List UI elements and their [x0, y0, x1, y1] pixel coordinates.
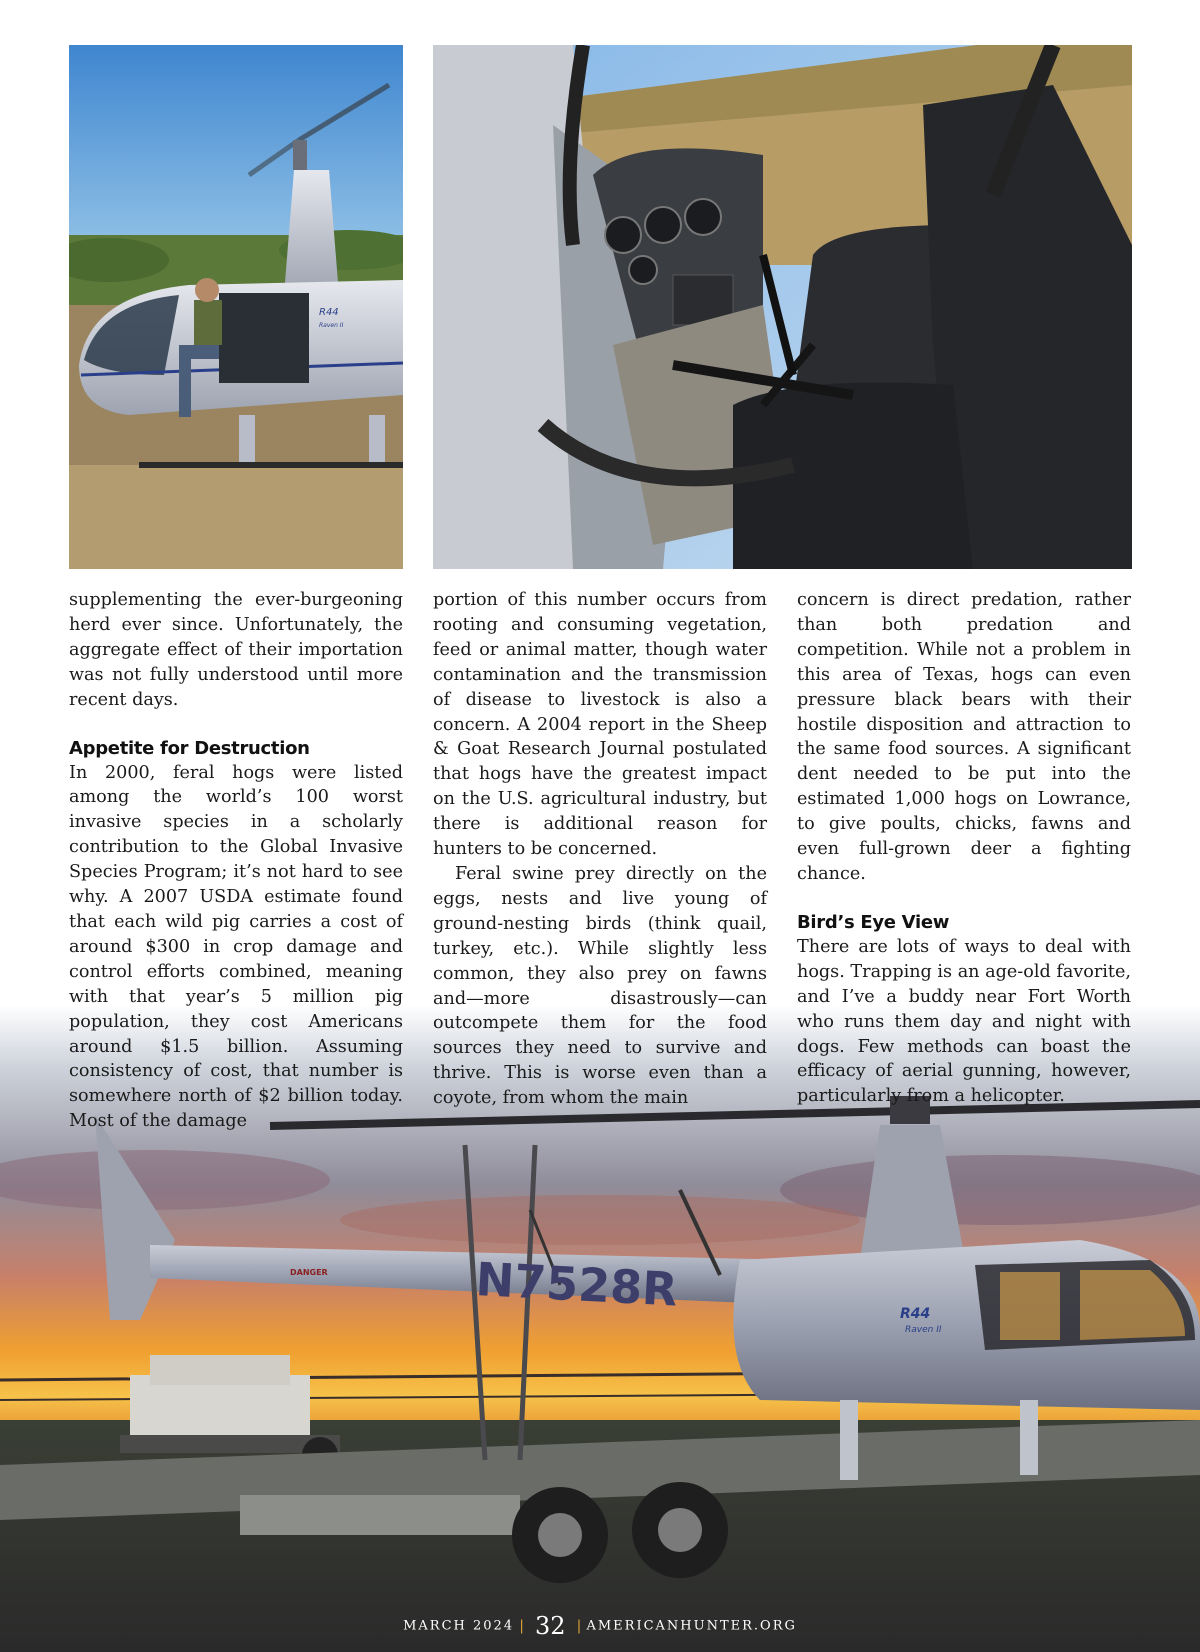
danger-label: DANGER	[290, 1268, 328, 1277]
text-column-2	[433, 588, 767, 1111]
text-column-3	[797, 588, 1131, 1109]
model-sub-label: Raven II	[905, 1325, 942, 1335]
heading-birds-eye-view: Bird’s Eye View	[797, 911, 950, 933]
registration-number: N7528R	[474, 1252, 679, 1317]
footer-separator-left: |	[519, 1618, 524, 1634]
text-column-1	[69, 588, 403, 1134]
raven-label: Raven II	[319, 322, 344, 329]
model-label: R44	[900, 1306, 931, 1322]
page-number: 32	[535, 1612, 566, 1640]
helicopter-field-photo	[69, 45, 403, 569]
footer-site: AMERICANHUNTER.ORG	[586, 1618, 797, 1634]
heading-appetite-for-destruction: Appetite for Destruction	[69, 737, 310, 759]
footer-separator-right: |	[576, 1618, 582, 1634]
footer-month: MARCH 2024	[403, 1618, 515, 1634]
col1-paragraph-2: In 2000, feral hogs were listed among the world’s 100 worst invasive species in a scholarly contribution to the Global Invasive Species Program; it’s not hard to see why. A 2007 USDA estimate found that each wild pig carries a cost of around $300 in crop damage and control efforts combined, meaning with that year’s 5 million pig population, they cost Americans around $1.5 billion. Assuming consistency of cost, that number is somewhere north of $2 billion today. Most of the damage	[69, 762, 403, 1132]
r44-label: R44	[319, 307, 339, 318]
col2-paragraph-2: Feral swine prey directly on the eggs, nests and live young of ground-nesting birds (think quail, turkey, etc.). While slightly less common, they also prey on fawns and—more disastrously—can outcompete them for the food sources they need to survive and thrive. This is worse even than a coyote, from whom the main	[433, 863, 767, 1109]
page-footer	[0, 1612, 1200, 1640]
col3-paragraph-1: concern is direct predation, rather than both predation and competition. While not a problem in this area of Texas, hogs can even pressure black bears with their hostile disposition and attraction to the same food sources. A significant dent needed to be put into the estimated 1,000 hogs on Lowrance, to give poults, chicks, fawns and even full-grown deer a fighting chance.	[797, 590, 1131, 884]
col2-paragraph-1: portion of this number occurs from rooting and consuming vegetation, feed or animal matter, though water contamination and the transmission of disease to livestock is also a concern. A 2004 report in the Sheep & Goat Research Journal postulated that hogs have the greatest impact on the U.S. agricultural industry, but there is additional reason for hunters to be concerned.	[433, 590, 767, 860]
col3-paragraph-2: There are lots of ways to deal with hogs. Trapping is an age-old favorite, and I’ve a buddy near Fort Worth who runs them day and night with dogs. Few methods can boast the efficacy of aerial gunning, however, particularly from a helicopter.	[797, 936, 1131, 1107]
cockpit-photo	[433, 45, 1132, 569]
col1-paragraph-1: supplementing the ever-burgeoning herd ever since. Unfortunately, the aggregate effect of their importation was not fully understood until more recent days.	[69, 590, 403, 710]
